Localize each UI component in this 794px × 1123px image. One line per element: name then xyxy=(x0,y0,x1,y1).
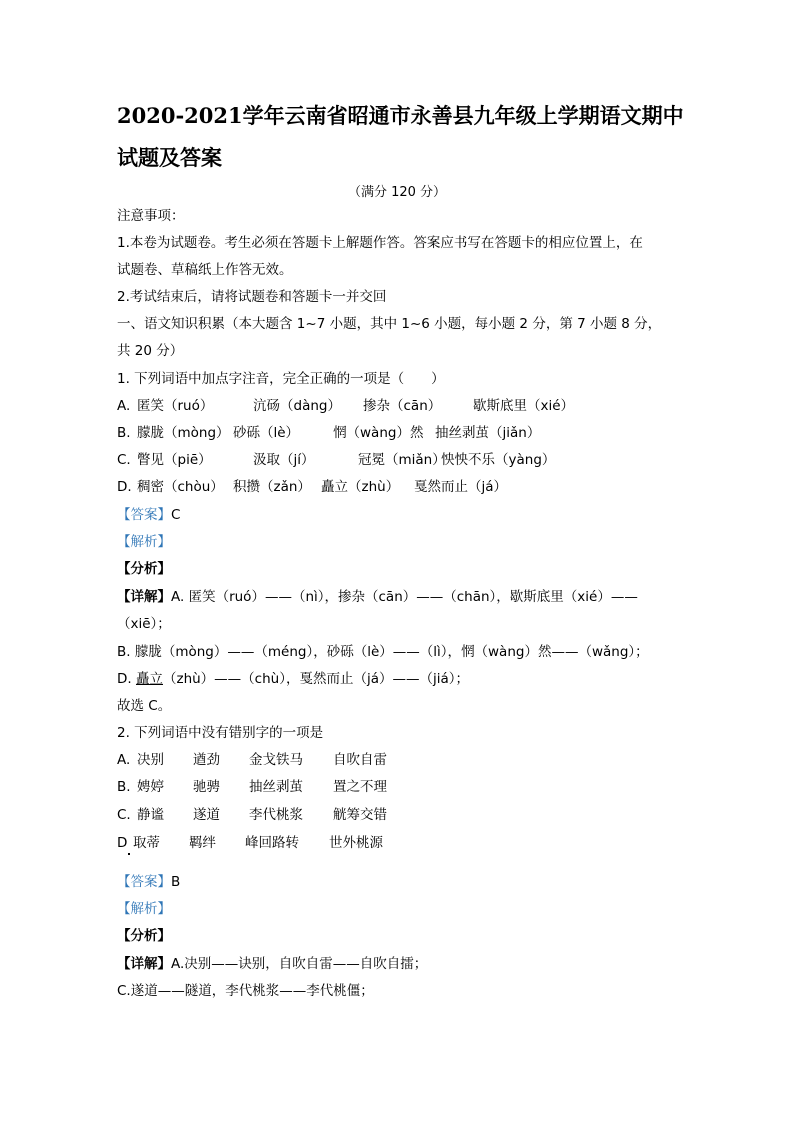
underlined-word: 矗立 xyxy=(135,671,163,687)
option-item: 遂道 xyxy=(193,807,220,823)
option-item: 积攒（zǎn） xyxy=(233,479,311,495)
notice-item-2: 2.考试结束后，请将试题卷和答题卡一并交回 xyxy=(117,289,387,305)
option-item: 遒劲 xyxy=(193,752,220,768)
q1-conclusion: 故选 C。 xyxy=(117,698,172,714)
option-item: 峰回路转 xyxy=(245,835,299,851)
option-item: 抽丝剥茧 xyxy=(249,779,303,795)
q1-fenxi-tag: 【分析】 xyxy=(117,561,171,577)
option-item: 自吹自雷 xyxy=(333,752,387,768)
option-item: 匿笑（ruó） xyxy=(137,398,214,414)
section-1-heading: 一、语文知识积累（本大题含 1~7 小题，其中 1~6 小题，每小题 2 分，第 7 小题 8 分， xyxy=(117,316,662,332)
option-item: 世外桃源 xyxy=(329,835,383,851)
option-item: 抽丝剥茧（jiǎn） xyxy=(435,425,541,441)
notice-item-1: 1.本卷为试题卷。考生必须在答题卡上解题作答。答案应书写在答题卡的相应位置上，在 xyxy=(117,235,643,251)
option-item: 静谧 xyxy=(137,807,164,823)
option-item: 驰骋 xyxy=(193,779,220,795)
option-item: 掺杂（cān） xyxy=(363,398,442,414)
option-label: B. xyxy=(117,425,131,441)
q1-option-c xyxy=(117,451,556,469)
option-label: C. xyxy=(117,807,131,823)
answer-tag: 【答案】 xyxy=(117,874,171,890)
option-item: 戛然而止（já） xyxy=(414,479,508,495)
option-item: 取蒂 xyxy=(133,835,160,851)
option-item: 金戈铁马 xyxy=(249,752,303,768)
document-title-line2: 试题及答案 xyxy=(117,145,222,170)
q2-fenxi-tag: 【分析】 xyxy=(117,928,171,944)
q2-option-a xyxy=(117,751,387,769)
q2-analysis-tag: 【解析】 xyxy=(117,901,171,917)
q2-detail-c: C.遂道——隧道，李代桃浆——李代桃僵； xyxy=(117,983,374,999)
option-item: 朦胧（mòng） xyxy=(137,425,230,441)
option-label: A. xyxy=(117,398,131,414)
option-label: D xyxy=(117,835,128,851)
option-item: 惘（wàng）然 xyxy=(333,425,424,441)
option-label: A. xyxy=(117,752,131,768)
q1-detail-b: B. 朦胧（mòng）——（méng），砂砾（lè）——（lì），惘（wàng）然——（wǎng）； xyxy=(117,644,649,660)
q1-option-b xyxy=(117,424,541,442)
option-item: 歇斯底里（xié） xyxy=(473,398,575,414)
option-item: 李代桃浆 xyxy=(249,807,303,823)
option-item: 羁绊 xyxy=(189,835,216,851)
option-item: 瞥见（piē） xyxy=(137,452,212,468)
option-item: 矗立（zhù） xyxy=(321,479,400,495)
notice-heading: 注意事项： xyxy=(117,208,185,224)
option-item: 怏怏不乐（yàng） xyxy=(441,452,556,468)
option-item: 砂砾（lè） xyxy=(233,425,300,441)
detail-text: A. 匿笑（ruó）——（nì），掺杂（cān）——（chān），歇斯底里（xié）—— xyxy=(171,589,638,605)
section-1-heading-cont: 共 20 分） xyxy=(117,343,184,359)
option-item: 沆砀（dàng） xyxy=(253,398,341,414)
q1-detail-a xyxy=(117,588,638,606)
document-title-line1: 2020-2021学年云南省昭通市永善县九年级上学期语文期中 xyxy=(117,103,684,128)
option-label: D. xyxy=(117,479,132,495)
detail-text: （zhù）——（chù），戛然而止（já）——（jiá）； xyxy=(162,671,470,687)
q1-detail-a-cont: （xiē）； xyxy=(117,616,171,632)
option-item: 稠密（chòu） xyxy=(137,479,224,495)
option-label: B. xyxy=(117,779,131,795)
full-score-note: （满分 120 分） xyxy=(347,185,447,200)
q1-detail-d xyxy=(117,670,469,688)
detail-tag: 【详解】 xyxy=(117,956,171,972)
q1-stem: 1. 下列词语中加点字注音，完全正确的一项是（ ） xyxy=(117,371,445,387)
q1-analysis-tag: 【解析】 xyxy=(117,534,171,550)
q1-option-a xyxy=(117,397,575,415)
q1-answer xyxy=(117,506,180,524)
detail-tag: 【详解】 xyxy=(117,589,171,605)
answer-tag: 【答案】 xyxy=(117,507,171,523)
answer-value: C xyxy=(171,507,181,523)
detail-prefix: D. xyxy=(117,671,136,687)
q2-option-d xyxy=(117,834,383,852)
q2-detail-a xyxy=(117,955,427,973)
answer-value: B xyxy=(171,874,181,890)
detail-text: A.决别——诀别，自吹自雷——自吹自擂； xyxy=(171,956,428,972)
option-label: C. xyxy=(117,452,131,468)
option-item: 置之不理 xyxy=(333,779,387,795)
notice-item-1-cont: 试题卷、草稿纸上作答无效。 xyxy=(117,262,293,278)
option-item: 汲取（jí） xyxy=(253,452,315,468)
q2-answer xyxy=(117,873,180,891)
q2-option-c xyxy=(117,806,387,824)
q2-stem: 2. 下列词语中没有错别字的一项是 xyxy=(117,725,324,741)
q1-option-d xyxy=(117,478,508,496)
option-item: 娉婷 xyxy=(137,779,164,795)
q2-option-b xyxy=(117,778,387,796)
option-item: 决别 xyxy=(137,752,164,768)
option-item: 觥筹交错 xyxy=(333,807,387,823)
stray-dot-mark xyxy=(128,853,130,855)
option-item: 冠冕（miǎn） xyxy=(358,452,446,468)
